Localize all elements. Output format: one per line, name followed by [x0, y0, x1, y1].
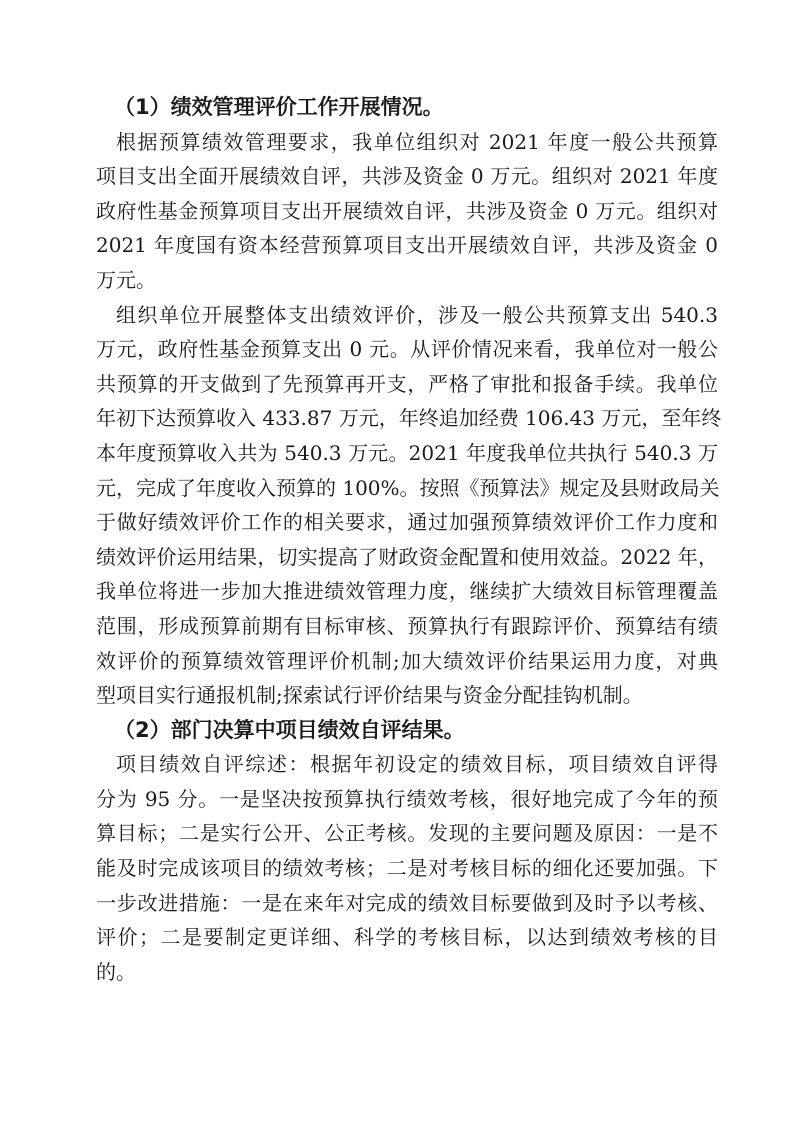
text-line: 政府性基金预算项目支出开展绩效自评，共涉及资金 0 万元。组织对 — [96, 198, 718, 223]
text-line: 共预算的开支做到了先预算再开支，严格了审批和报备手续。我单位 — [96, 371, 718, 396]
text-line: 我单位将进一步加大推进绩效管理力度，继续扩大绩效目标管理覆盖 — [96, 579, 718, 604]
paragraph — [96, 125, 718, 298]
text-line: 年初下达预算收入 433.87 万元，年终追加经费 106.43 万元，至年终 — [96, 406, 722, 431]
text-line: 范围，形成预算前期有目标审核、预算执行有跟踪评价、预算结有绩 — [96, 613, 718, 638]
text-line: 万元，政府性基金预算支出 0 元。从评价情况来看，我单位对一般公 — [96, 337, 718, 362]
text-line: 型项目实行通报机制;探索试行评价结果与资金分配挂钩机制。 — [96, 683, 643, 708]
text-line: 根据预算绩效管理要求，我单位组织对 2021 年度一般公共预算 — [116, 129, 718, 154]
text-line: 2021 年度国有资本经营预算项目支出开展绩效自评，共涉及资金 0 — [96, 233, 718, 258]
text-line: 组织单位开展整体支出绩效评价，涉及一般公共预算支出 540.3 — [116, 302, 718, 327]
section-1-body — [96, 125, 722, 713]
paragraph — [96, 747, 718, 989]
section-2-body — [96, 747, 718, 989]
text-line: 效评价的预算绩效管理评价机制;加大绩效评价结果运用力度，对典 — [96, 648, 718, 673]
text-line: 项目绩效自评综述：根据年初设定的绩效目标，项目绩效自评得 — [116, 752, 718, 777]
text-line: 能及时完成该项目的绩效考核；二是对考核目标的细化还要加强。下 — [96, 856, 718, 881]
paragraph — [96, 298, 722, 713]
text-line: 本年度预算收入共为 540.3 万元。2021 年度我单位共执行 540.3 万 — [96, 440, 718, 465]
section-heading-1: （1）绩效管理评价工作开展情况。 — [114, 95, 444, 119]
text-line: 的。 — [96, 959, 136, 984]
document-page — [96, 90, 722, 989]
text-line: 一步改进措施：一是在来年对完成的绩效目标要做到及时予以考核、 — [96, 890, 718, 915]
text-line: 万元。 — [96, 267, 156, 292]
text-line: 分为 95 分。一是坚决按预算执行绩效考核，很好地完成了今年的预 — [96, 786, 718, 811]
text-line: 于做好绩效评价工作的相关要求，通过加强预算绩效评价工作力度和 — [96, 510, 718, 535]
text-line: 绩效评价运用结果，切实提高了财政资金配置和使用效益。2022 年， — [96, 544, 718, 569]
text-line: 算目标；二是实行公开、公正考核。发现的主要问题及原因：一是不 — [96, 821, 718, 846]
section-heading-2: （2）部门决算中项目绩效自评结果。 — [114, 717, 465, 742]
text-line: 评价；二是要制定更详细、科学的考核目标，以达到绩效考核的目 — [96, 925, 718, 950]
text-line: 元，完成了年度收入预算的 100%。按照《预算法》规定及县财政局关 — [96, 475, 720, 500]
text-line: 项目支出全面开展绩效自评，共涉及资金 0 万元。组织对 2021 年度 — [96, 164, 718, 189]
